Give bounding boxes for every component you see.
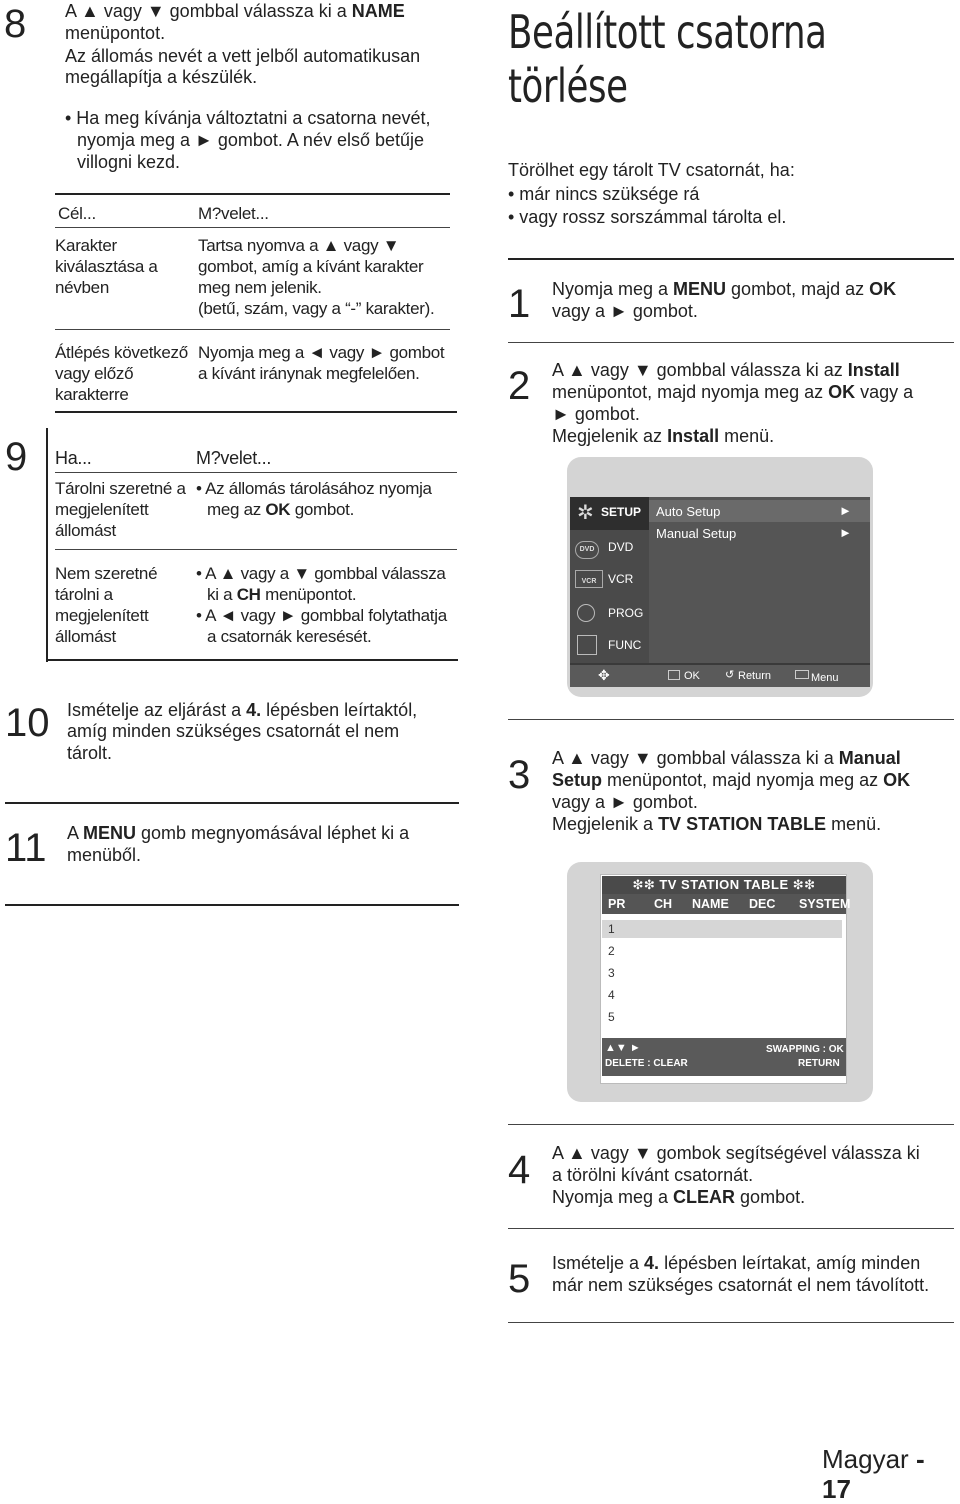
step3-text: A ▲ vagy ▼ gombbal válassza ki a: [552, 748, 839, 768]
sidebar-item-setup: [570, 497, 649, 530]
step8-bullet-line3: villogni kezd.: [77, 152, 181, 172]
step8-text: A ▲ vagy ▼ gombbal válassza ki a: [65, 1, 352, 21]
ok-keyword: OK: [828, 382, 856, 402]
step10-rule: [5, 802, 459, 804]
step2-text: vagy a: [855, 382, 914, 402]
step3-line4: [552, 814, 881, 836]
table1-head-left: Cél...: [58, 204, 96, 223]
row-number: 3: [608, 966, 615, 980]
column-header: CH: [654, 897, 673, 911]
cell-text: gombot.: [290, 500, 355, 519]
step5-rule: [508, 1322, 954, 1323]
sidebar-label: VCR: [608, 572, 634, 586]
cell-line: Tartsa nyomva a ▲ vagy ▼: [198, 236, 400, 255]
cell-line: Nyomja meg a ◄ vagy ► gombot: [198, 343, 445, 362]
row-number: 2: [608, 944, 615, 958]
column-header: SYSTEM: [799, 897, 851, 911]
step10-line2: amíg minden szükséges csatornát el nem: [67, 721, 400, 741]
nav-arrows-icon: ▲▼ ►: [605, 1042, 641, 1054]
step10-line3: tárolt.: [67, 743, 113, 763]
cell-line: Karakter: [55, 236, 117, 255]
step4-text: Nyomja meg a: [552, 1187, 674, 1207]
page-number: - 17: [822, 1444, 925, 1504]
step2-text: Megjelenik az: [552, 426, 668, 446]
step2-rule: [508, 719, 954, 720]
tv-station-table-screenshot: [567, 862, 873, 1102]
sidebar-item-func: [570, 629, 649, 662]
cell-line: állomást: [55, 521, 116, 540]
cell-line: megjelenített: [55, 606, 149, 625]
tv-station-table-keyword: TV STATION TABLE: [658, 814, 827, 834]
footer-menu-label: Menu: [811, 672, 839, 684]
move-arrows-icon: ✥: [598, 667, 610, 683]
clock-icon: [577, 604, 595, 622]
clear-keyword: CLEAR: [673, 1187, 736, 1207]
step3-text: menü.: [826, 814, 882, 834]
intro-rule: [508, 258, 954, 260]
cell-line: Átlépés következő: [55, 343, 188, 362]
step-number-8: 8: [4, 2, 27, 46]
step1-rule: [508, 342, 954, 343]
table-row: [602, 942, 842, 960]
setup-keyword: Setup: [552, 770, 603, 790]
footer-swap-label: SWAPPING : OK: [766, 1044, 844, 1055]
step4-line2: a törölni kívánt csatornát.: [552, 1165, 754, 1185]
step9-row1-left: [55, 478, 186, 541]
footer-delete-label: DELETE : CLEAR: [605, 1058, 688, 1069]
step3-line1: [552, 748, 901, 770]
step8-line1: [65, 1, 405, 23]
cell-line: [196, 584, 447, 605]
table1-row2-right: [198, 342, 444, 384]
step-number-10: 10: [5, 701, 50, 745]
menu-keyword: MENU: [673, 279, 727, 299]
install-menu-panel: [570, 497, 870, 687]
menu-item-manual-setup: Manual Setup: [656, 526, 737, 541]
step8-line3: Az állomás nevét a vett jelből automatikusan: [65, 46, 421, 66]
cell-text: meg az: [207, 500, 266, 519]
step-number-2: 2: [508, 364, 531, 408]
step8-line4: megállapítja a készülék.: [65, 67, 258, 87]
step1-text: Nyomja meg a: [552, 279, 674, 299]
menu-icon: [795, 670, 809, 679]
step2-line4: [552, 426, 774, 448]
step3-line3: vagy a ► gombot.: [552, 792, 698, 812]
intro-bullet2: • vagy rossz sorszámmal tárolta el.: [508, 207, 787, 227]
step-number-5: 5: [508, 1257, 531, 1301]
cell-text: menüpontot.: [260, 585, 357, 604]
arrow-right-icon: ►: [839, 503, 852, 518]
cell-line: a kívánt iránynak megfelelően.: [198, 364, 420, 383]
install-menu-sidebar: [570, 497, 649, 663]
ok-keyword: OK: [265, 500, 291, 519]
install-keyword: Install: [667, 426, 720, 446]
ok-keyword: OK: [883, 770, 911, 790]
sidebar-label: DVD: [608, 540, 634, 554]
cell-line: állomást: [55, 627, 116, 646]
page-title-line1: Beállított csatorna: [508, 5, 827, 59]
sidebar-label: PROG: [608, 606, 644, 620]
table1-row2-left: [55, 342, 188, 405]
step5-line1: [552, 1253, 920, 1275]
manual-keyword: Manual: [838, 748, 901, 768]
sidebar-item-dvd: [570, 530, 649, 563]
column-header: NAME: [692, 897, 729, 911]
table-row: [602, 964, 842, 982]
step4-line1: A ▲ vagy ▼ gombok segítségével válassza ki: [552, 1143, 920, 1163]
table1-row1-left: [55, 235, 158, 298]
footer-return-label: Return: [738, 670, 772, 682]
cell-line: a csatornák keresését.: [207, 627, 372, 646]
cell-line: • Az állomás tárolásához nyomja: [196, 479, 432, 498]
step-number-1: 1: [508, 282, 531, 326]
step2-line1: [552, 360, 900, 382]
cell-line: • A ▲ vagy a ▼ gombbal válassza: [196, 564, 446, 583]
cell-line: vagy előző: [55, 364, 134, 383]
step8-name-keyword: NAME: [351, 1, 405, 21]
ch-keyword: CH: [236, 585, 261, 604]
sidebar-item-vcr: [570, 563, 649, 596]
step11-rule: [5, 904, 459, 906]
footer-language: Magyar: [822, 1444, 909, 1474]
function-icon: [577, 635, 597, 655]
cell-line: Tárolni szeretné a: [55, 479, 186, 498]
table1-bottom-rule: [55, 411, 457, 413]
ok-keyword: OK: [869, 279, 897, 299]
cell-line: kiválasztása a: [55, 257, 158, 276]
column-header: PR: [608, 897, 626, 911]
step2-text: menüpontot, majd nyomja meg az: [552, 382, 829, 402]
step5-text: lépésben leírtakat, amíg minden: [659, 1253, 921, 1273]
step-number-4: 4: [508, 1148, 531, 1192]
cell-line: megjelenített: [55, 500, 149, 519]
step2-text: menü.: [719, 426, 775, 446]
install-menu-footer: [570, 665, 870, 687]
step9-bottom-rule: [46, 659, 458, 661]
step11-line1: [67, 823, 409, 845]
cell-line: névben: [55, 278, 109, 297]
step1-line2: vagy a ► gombot.: [552, 301, 698, 321]
cell-line: gombot, amíg a kívánt karakter: [198, 257, 424, 276]
table-row: [602, 920, 842, 938]
step9-head-right: M?velet...: [196, 448, 272, 468]
arrow-right-icon: ►: [839, 525, 852, 540]
page-title-line2: törlése: [508, 59, 628, 113]
cell-line: (betű, szám, vagy a “-” karakter).: [198, 299, 435, 318]
footer-return-label: RETURN: [798, 1058, 840, 1069]
intro-bullet1: • már nincs szüksége rá: [508, 184, 700, 204]
step11-text: gomb megnyomásával léphet ki a: [136, 823, 410, 843]
step10-ref: 4.: [246, 700, 262, 720]
cell-line: • A ◄ vagy ► gombbal folytathatja: [196, 606, 447, 625]
table-row: [602, 1008, 842, 1026]
step4-line3: [552, 1187, 805, 1209]
row-number: 5: [608, 1010, 615, 1024]
step3-rule: [508, 1124, 954, 1125]
enter-icon: [668, 670, 680, 680]
step3-line2: [552, 770, 910, 792]
step9-row-rule: [55, 549, 457, 550]
step5-ref: 4.: [644, 1253, 660, 1273]
step11-text: A: [67, 823, 84, 843]
step9-row2-right: [196, 563, 447, 647]
sidebar-label: SETUP: [601, 505, 642, 519]
cell-line: karakterre: [55, 385, 129, 404]
cell-line: tárolni a: [55, 585, 113, 604]
step3-text: Megjelenik a: [552, 814, 659, 834]
sidebar-label: FUNC: [608, 638, 642, 652]
step-number-9: 9: [5, 435, 28, 479]
cell-line: meg nem jelenik.: [198, 278, 322, 297]
menu-keyword: MENU: [83, 823, 137, 843]
cell-text: ki a: [207, 585, 237, 604]
tv-station-table-header: ❇❇ TV STATION TABLE ❇❇: [602, 876, 846, 894]
install-keyword: Install: [847, 360, 900, 380]
sidebar-item-prog: [570, 596, 649, 629]
row-number: 4: [608, 988, 615, 1002]
install-menu-items: [649, 497, 870, 663]
footer-ok-label: OK: [684, 670, 700, 682]
step-number-3: 3: [508, 753, 531, 797]
step5-text: Ismételje a: [552, 1253, 645, 1273]
step10-text: lépésben leírtaktól,: [261, 700, 418, 720]
page-footer: [822, 1444, 960, 1504]
step8-line2: menüpontot.: [65, 23, 166, 43]
table1-row1-right: [198, 235, 434, 319]
intro-text: Törölhet egy tárolt TV csatornát, ha:: [508, 160, 795, 180]
step3-text: menüpontot, majd nyomja meg az: [602, 770, 884, 790]
step4-text: gombot.: [735, 1187, 806, 1207]
return-icon: ↺: [725, 669, 735, 681]
table1-top-rule: [55, 193, 450, 195]
menu-item-auto-setup: Auto Setup: [656, 504, 721, 519]
cell-line: Nem szeretné: [55, 564, 158, 583]
step4-rule: [508, 1228, 954, 1229]
column-header: DEC: [749, 897, 776, 911]
step10-text: Ismételje az eljárást a: [67, 700, 247, 720]
table1-row-rule: [55, 329, 450, 330]
dvd-icon: DVD: [575, 541, 599, 559]
step9-head-left: Ha...: [55, 448, 92, 468]
step9-row2-left: [55, 563, 157, 647]
step1-text: gombot, majd az: [726, 279, 870, 299]
step2-line2: [552, 382, 913, 404]
row-number: 1: [608, 922, 615, 936]
step9-head-rule: [55, 472, 457, 473]
step9-left-bar: [46, 428, 48, 662]
table-row: [602, 986, 842, 1004]
step8-bullet-line2: nyomja meg a ► gombot. A név első betűje: [77, 130, 425, 150]
step8-bullet-line1: • Ha meg kívánja változtatni a csatorna nevét,: [65, 108, 431, 128]
step2-line3: ► gombot.: [552, 404, 640, 424]
tv-station-table-columns: [602, 894, 851, 914]
step10-line1: [67, 700, 417, 722]
step9-row1-right: [196, 478, 432, 520]
table1-head-rule: [55, 227, 450, 228]
step1-line1: [552, 279, 896, 301]
install-menu-screenshot: [567, 457, 873, 697]
table1-head-right: M?velet...: [198, 204, 269, 223]
step11-line2: menüből.: [67, 845, 142, 865]
vcr-icon: VCR: [575, 570, 603, 588]
step-number-11: 11: [5, 826, 47, 870]
step2-text: A ▲ vagy ▼ gombbal válassza ki az: [552, 360, 848, 380]
cell-line: [196, 499, 432, 520]
gear-icon: ✲: [577, 502, 594, 524]
tv-station-table-footer: [602, 1038, 846, 1076]
step5-line2: már nem szükséges csatornát el nem távolított.: [552, 1275, 930, 1295]
